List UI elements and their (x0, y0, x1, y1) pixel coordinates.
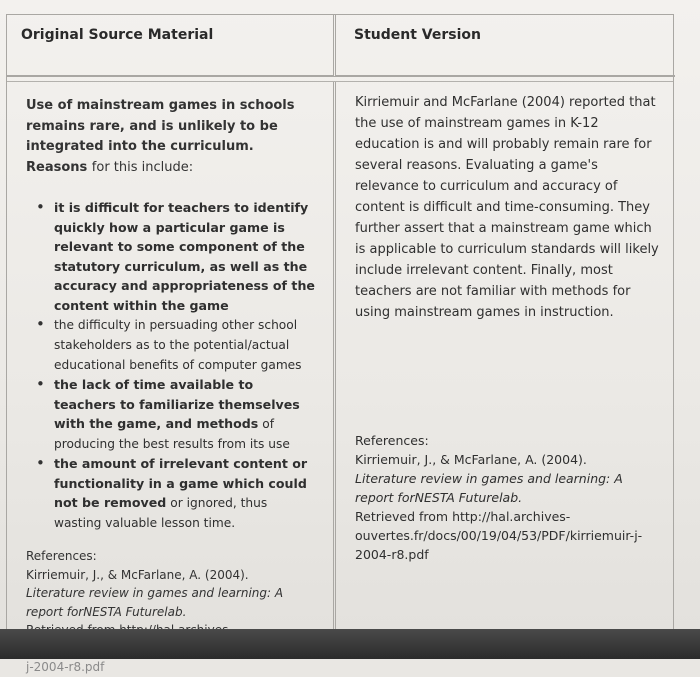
header-student-version: Student Version (333, 15, 675, 77)
original-intro-plain: for this include: (91, 159, 194, 175)
references-label: References: (26, 549, 97, 563)
reference-authors: Kirriemuir, J., & McFarlane, A. (2004). (26, 567, 249, 582)
header-original-source: Original Source Material (7, 15, 333, 77)
student-references (355, 431, 655, 564)
list-item (42, 454, 315, 533)
bullet-3-bold: the lack of time available to teachers to familiarize themselves with the game, and methods (54, 377, 300, 431)
original-reasons-list (26, 198, 315, 533)
student-paragraph: Kirriemuir and McFarlane (2004) reported that the use of mainstream games in K-12 education is and will probably remain rare for several reasons. Evaluating a game's relevance to curriculum and accuracy of content is difficult and time-consuming. They further assert that a mainstream game which is applicable to curriculum standards will likely include irrelevant content. Finally, most teachers are not familiar with methods for using mainstream games in instruction. (355, 95, 659, 320)
bottom-bar (0, 629, 700, 659)
bullet-4-plain: or ignored, thus wasting valuable lesson time. (54, 496, 268, 530)
reference-retrieved: Retrieved from http://hal.archives-ouvertes.fr/docs/00/19/04/53/PDF/kirriemuir-j-2004-r8.pdf (355, 509, 643, 562)
reference-cut-line: j-2004-r8.pdf (26, 660, 105, 674)
comparison-table (6, 14, 674, 674)
student-version-cell (333, 82, 675, 631)
reference-title: Literature review in games and learning: A report forNESTA Futurelab. (355, 471, 623, 505)
original-source-cell (7, 82, 333, 674)
bullet-1-bold: it is difficult for teachers to identify quickly how a particular game is relevant to some component of the statutory curriculum, as well as the accuracy and appropriateness of the content within the game (54, 200, 315, 313)
reference-title: Literature review in games and learning: A report forNESTA Futurelab. (26, 586, 284, 619)
bullet-2-plain: the difficulty in persuading other school stakeholders as to the potential/actual educational benefits of computer games (54, 318, 302, 372)
list-item (42, 198, 315, 315)
reference-authors: Kirriemuir, J., & McFarlane, A. (2004). (355, 452, 587, 467)
list-item (42, 375, 315, 454)
original-intro-bold: Use of mainstream games in schools remains rare, and is unlikely to be integrated into the curriculum. Reasons (26, 98, 295, 175)
references-label: References: (355, 433, 429, 448)
list-item (42, 315, 315, 375)
original-intro (26, 96, 315, 178)
bullet-3-plain: of producing the best results from its use (54, 417, 290, 451)
bullet-4-bold: the amount of irrelevant content or functionality in a game which could not be removed (54, 456, 308, 510)
